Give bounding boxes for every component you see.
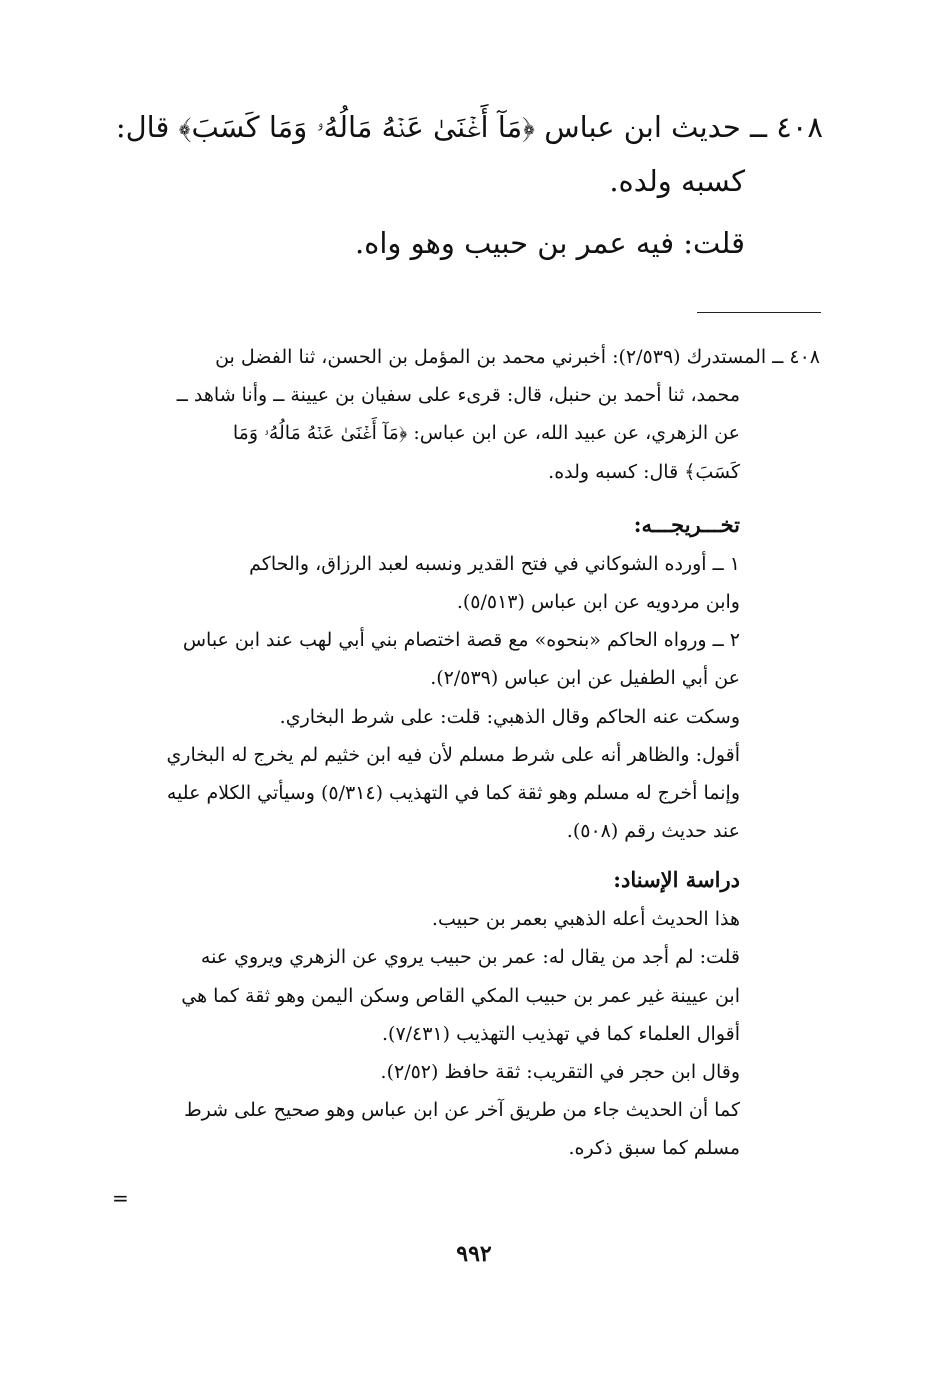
takhrij-line: أقول: والظاهر أنه على شرط مسلم لأن فيه ابن خثيم لم يخرج له البخاري: [166, 743, 740, 766]
main-text-line-3: قلت: فيه عمر بن حبيب وهو واه.: [354, 226, 745, 260]
footnote-line: ٤٠٨ ــ المستدرك (٢/٥٣٩): أخبرني محمد بن المؤمل بن الحسن، ثنا الفضل بن: [215, 346, 820, 368]
isnad-line: هذا الحديث أعله الذهبي بعمر بن حبيب.: [431, 908, 740, 931]
isnad-line: مسلم كما سبق ذكره.: [568, 1137, 740, 1160]
takhrij-heading: تخـــريجـــه:: [633, 511, 740, 537]
footnote-line: كَسَبَ﴾ قال: كسبه ولده.: [548, 460, 740, 483]
isnad-line: أقوال العلماء كما في تهذيب التهذيب (٧/٤٣١).: [381, 1022, 740, 1045]
main-text-block: [113, 100, 823, 270]
page-number: ٩٩٢: [456, 1241, 492, 1267]
takhrij-line: عند حديث رقم (٥٠٨).: [566, 820, 740, 843]
continuation-mark: =: [112, 1186, 129, 1210]
isnad-line: كما أن الحديث جاء من طريق آخر عن ابن عباس وهو صحيح على شرط: [184, 1099, 740, 1122]
takhrij-line: وابن مردويه عن ابن عباس (٥/٥١٣).: [456, 590, 740, 613]
isnad-line: قلت: لم أجد من يقال له: عمر بن حبيب يروي عن الزهري ويروي عنه: [200, 946, 740, 969]
takhrij-line: وسكت عنه الحاكم وقال الذهبي: قلت: على شرط البخاري.: [279, 705, 740, 728]
takhrij-line: وإنما أخرج له مسلم وهو ثقة كما في التهذيب (٥/٣١٤) وسيأتي الكلام عليه: [166, 781, 740, 804]
isnad-line: وقال ابن حجر في التقريب: ثقة حافظ (٢/٥٢).: [380, 1061, 740, 1083]
isnad-line: ابن عيينة غير عمر بن حبيب المكي القاص وسكن اليمن وهو ثقة كما هي: [181, 984, 740, 1007]
footnote-line: محمد، ثنا أحمد بن حنبل، قال: قرىء على سفيان بن عيينة ــ وأنا شاهد ــ: [176, 384, 740, 407]
takhrij-line: ٢ ــ ورواه الحاكم «بنحوه» مع قصة اختصام بني أبي لهب عند ابن عباس: [182, 629, 740, 652]
footnotes-block: [120, 338, 820, 1168]
footnote-separator: [697, 312, 821, 313]
footnote-line: عن الزهري، عن عبيد الله، عن ابن عباس: ﴿مَآ أَغۡنَىٰ عَنۡهُ مَالُهُۥ وَمَا: [232, 422, 740, 445]
main-text-line-2: كسبه ولده.: [609, 164, 745, 198]
isnad-heading: دراسة الإسناد:: [613, 867, 740, 893]
takhrij-line: عن أبي الطفيل عن ابن عباس (٢/٥٣٩).: [430, 667, 740, 690]
main-text-line-1: ٤٠٨ ــ حديث ابن عباس ﴿مَآ أَغۡنَىٰ عَنۡهُ مَالُهُۥ وَمَا كَسَبَ﴾ قال:: [115, 110, 823, 144]
takhrij-line: ١ ــ أورده الشوكاني في فتح القدير ونسبه لعبد الرزاق، والحاكم: [249, 552, 740, 575]
